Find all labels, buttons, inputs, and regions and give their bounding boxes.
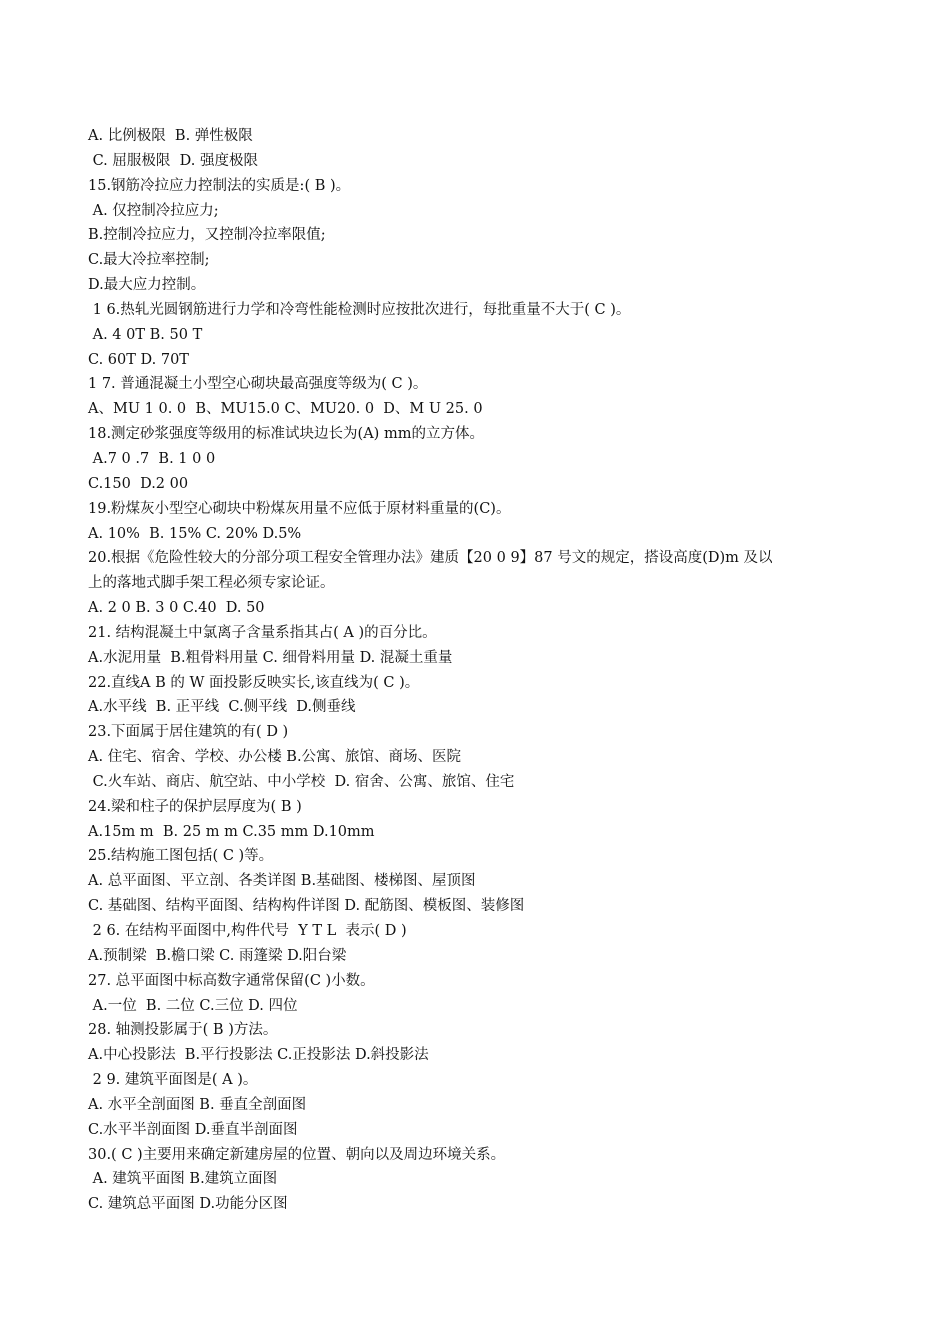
answer-options-line: A. 4 0T B. 50 T <box>88 326 203 343</box>
answer-options-line: A. 2 0 B. 3 0 C.40 D. 50 <box>88 600 265 617</box>
question-18: 18.测定砂浆强度等级用的标准试块边长为(A) mm的立方体。 <box>88 426 484 443</box>
document-page <box>88 124 878 1217</box>
answer-options-line: A. 建筑平面图 B.建筑立面图 <box>88 1171 278 1188</box>
question-15: 15.钢筋冷拉应力控制法的实质是:( B )。 <box>88 177 351 194</box>
question-30: 30.( C )主要用来确定新建房屋的位置、朝向以及周边环境关系。 <box>88 1146 506 1163</box>
answer-options-line: A.水泥用量 B.粗骨料用量 C. 细骨料用量 D. 混凝土重量 <box>88 649 453 666</box>
question-22: 22.直线A B 的 W 面投影反映实长,该直线为( C )。 <box>88 674 420 691</box>
answer-options-line: A.一位 B. 二位 C.三位 D. 四位 <box>88 997 298 1014</box>
answer-option: C.最大冷拉率控制; <box>88 252 210 269</box>
question-26: 2 6. 在结构平面图中,构件代号 Y T L 表示( D ) <box>88 923 407 939</box>
answer-options-line: A.水平线 B. 正平线 C.侧平线 D.侧垂线 <box>88 699 356 716</box>
question-25: 25.结构施工图包括( C )等。 <box>88 848 274 865</box>
question-28: 28. 轴测投影属于( B )方法。 <box>88 1022 278 1039</box>
question-24: 24.梁和柱子的保护层厚度为( B ) <box>88 798 302 815</box>
question-27: 27. 总平面图中标高数字通常保留(C )小数。 <box>88 972 375 989</box>
answer-option: A. 仅控制冷拉应力; <box>88 202 219 219</box>
question-19: 19.粉煤灰小型空心砌块中粉煤灰用量不应低于原材料重量的(C)。 <box>88 500 511 517</box>
question-20-continued: 上的落地式脚手架工程必须专家论证。 <box>88 575 335 592</box>
answer-options-line: A、MU 1 0. 0 B、MU15.0 C、MU20. 0 D、M U 25. 0 <box>88 401 483 418</box>
answer-options-line: C. 屈服极限 D. 强度极限 <box>88 152 258 169</box>
answer-options-line: C.150 D.2 00 <box>88 475 189 492</box>
answer-options-line: C. 基础图、结构平面图、结构构件详图 D. 配筋图、模板图、装修图 <box>88 898 525 915</box>
answer-options-line: A.7 0 .7 B. 1 0 0 <box>88 450 216 467</box>
answer-options-line: A. 住宅、宿舍、学校、办公楼 B.公寓、旅馆、商场、医院 <box>88 749 462 766</box>
answer-options-line: C.水平半剖面图 D.垂直半剖面图 <box>88 1121 298 1138</box>
question-21: 21. 结构混凝土中氯离子含量系指其占( A )的百分比。 <box>88 624 437 641</box>
answer-options-line: C. 60T D. 70T <box>88 351 189 368</box>
answer-options-line: A. 比例极限 B. 弹性极限 <box>88 128 253 144</box>
question-20: 20.根据《危险性较大的分部分项工程安全管理办法》建质【20 0 9】87 号文的规定，搭设高度(D)m 及以 <box>88 550 773 567</box>
question-29: 2 9. 建筑平面图是( A )。 <box>88 1072 258 1089</box>
answer-options-line: A. 水平全剖面图 B. 垂直全剖面图 <box>88 1096 307 1113</box>
answer-option: D.最大应力控制。 <box>88 277 206 294</box>
answer-option: B.控制冷拉应力，又控制冷拉率限值; <box>88 227 326 244</box>
answer-options-line: C.火车站、商店、航空站、中小学校 D. 宿舍、公寓、旅馆、住宅 <box>88 773 515 790</box>
answer-options-line: A.15m m B. 25 m m C.35 mm D.10mm <box>88 823 375 840</box>
answer-options-line: C. 建筑总平面图 D.功能分区图 <box>88 1196 288 1213</box>
answer-options-line: A. 10% B. 15% C. 20% D.5% <box>88 525 302 542</box>
question-17: 1 7. 普通混凝土小型空心砌块最高强度等级为( C )。 <box>88 376 428 393</box>
answer-options-line: A.中心投影法 B.平行投影法 C.正投影法 D.斜投影法 <box>88 1047 429 1064</box>
answer-options-line: A.预制梁 B.檐口梁 C. 雨篷梁 D.阳台梁 <box>88 947 347 964</box>
question-23: 23.下面属于居住建筑的有( D ) <box>88 724 289 741</box>
question-16: 1 6.热轧光圆钢筋进行力学和冷弯性能检测时应按批次进行，每批重量不大于( C )。 <box>88 301 631 318</box>
answer-options-line: A. 总平面图、平立剖、各类详图 B.基础图、楼梯图、屋顶图 <box>88 873 476 890</box>
